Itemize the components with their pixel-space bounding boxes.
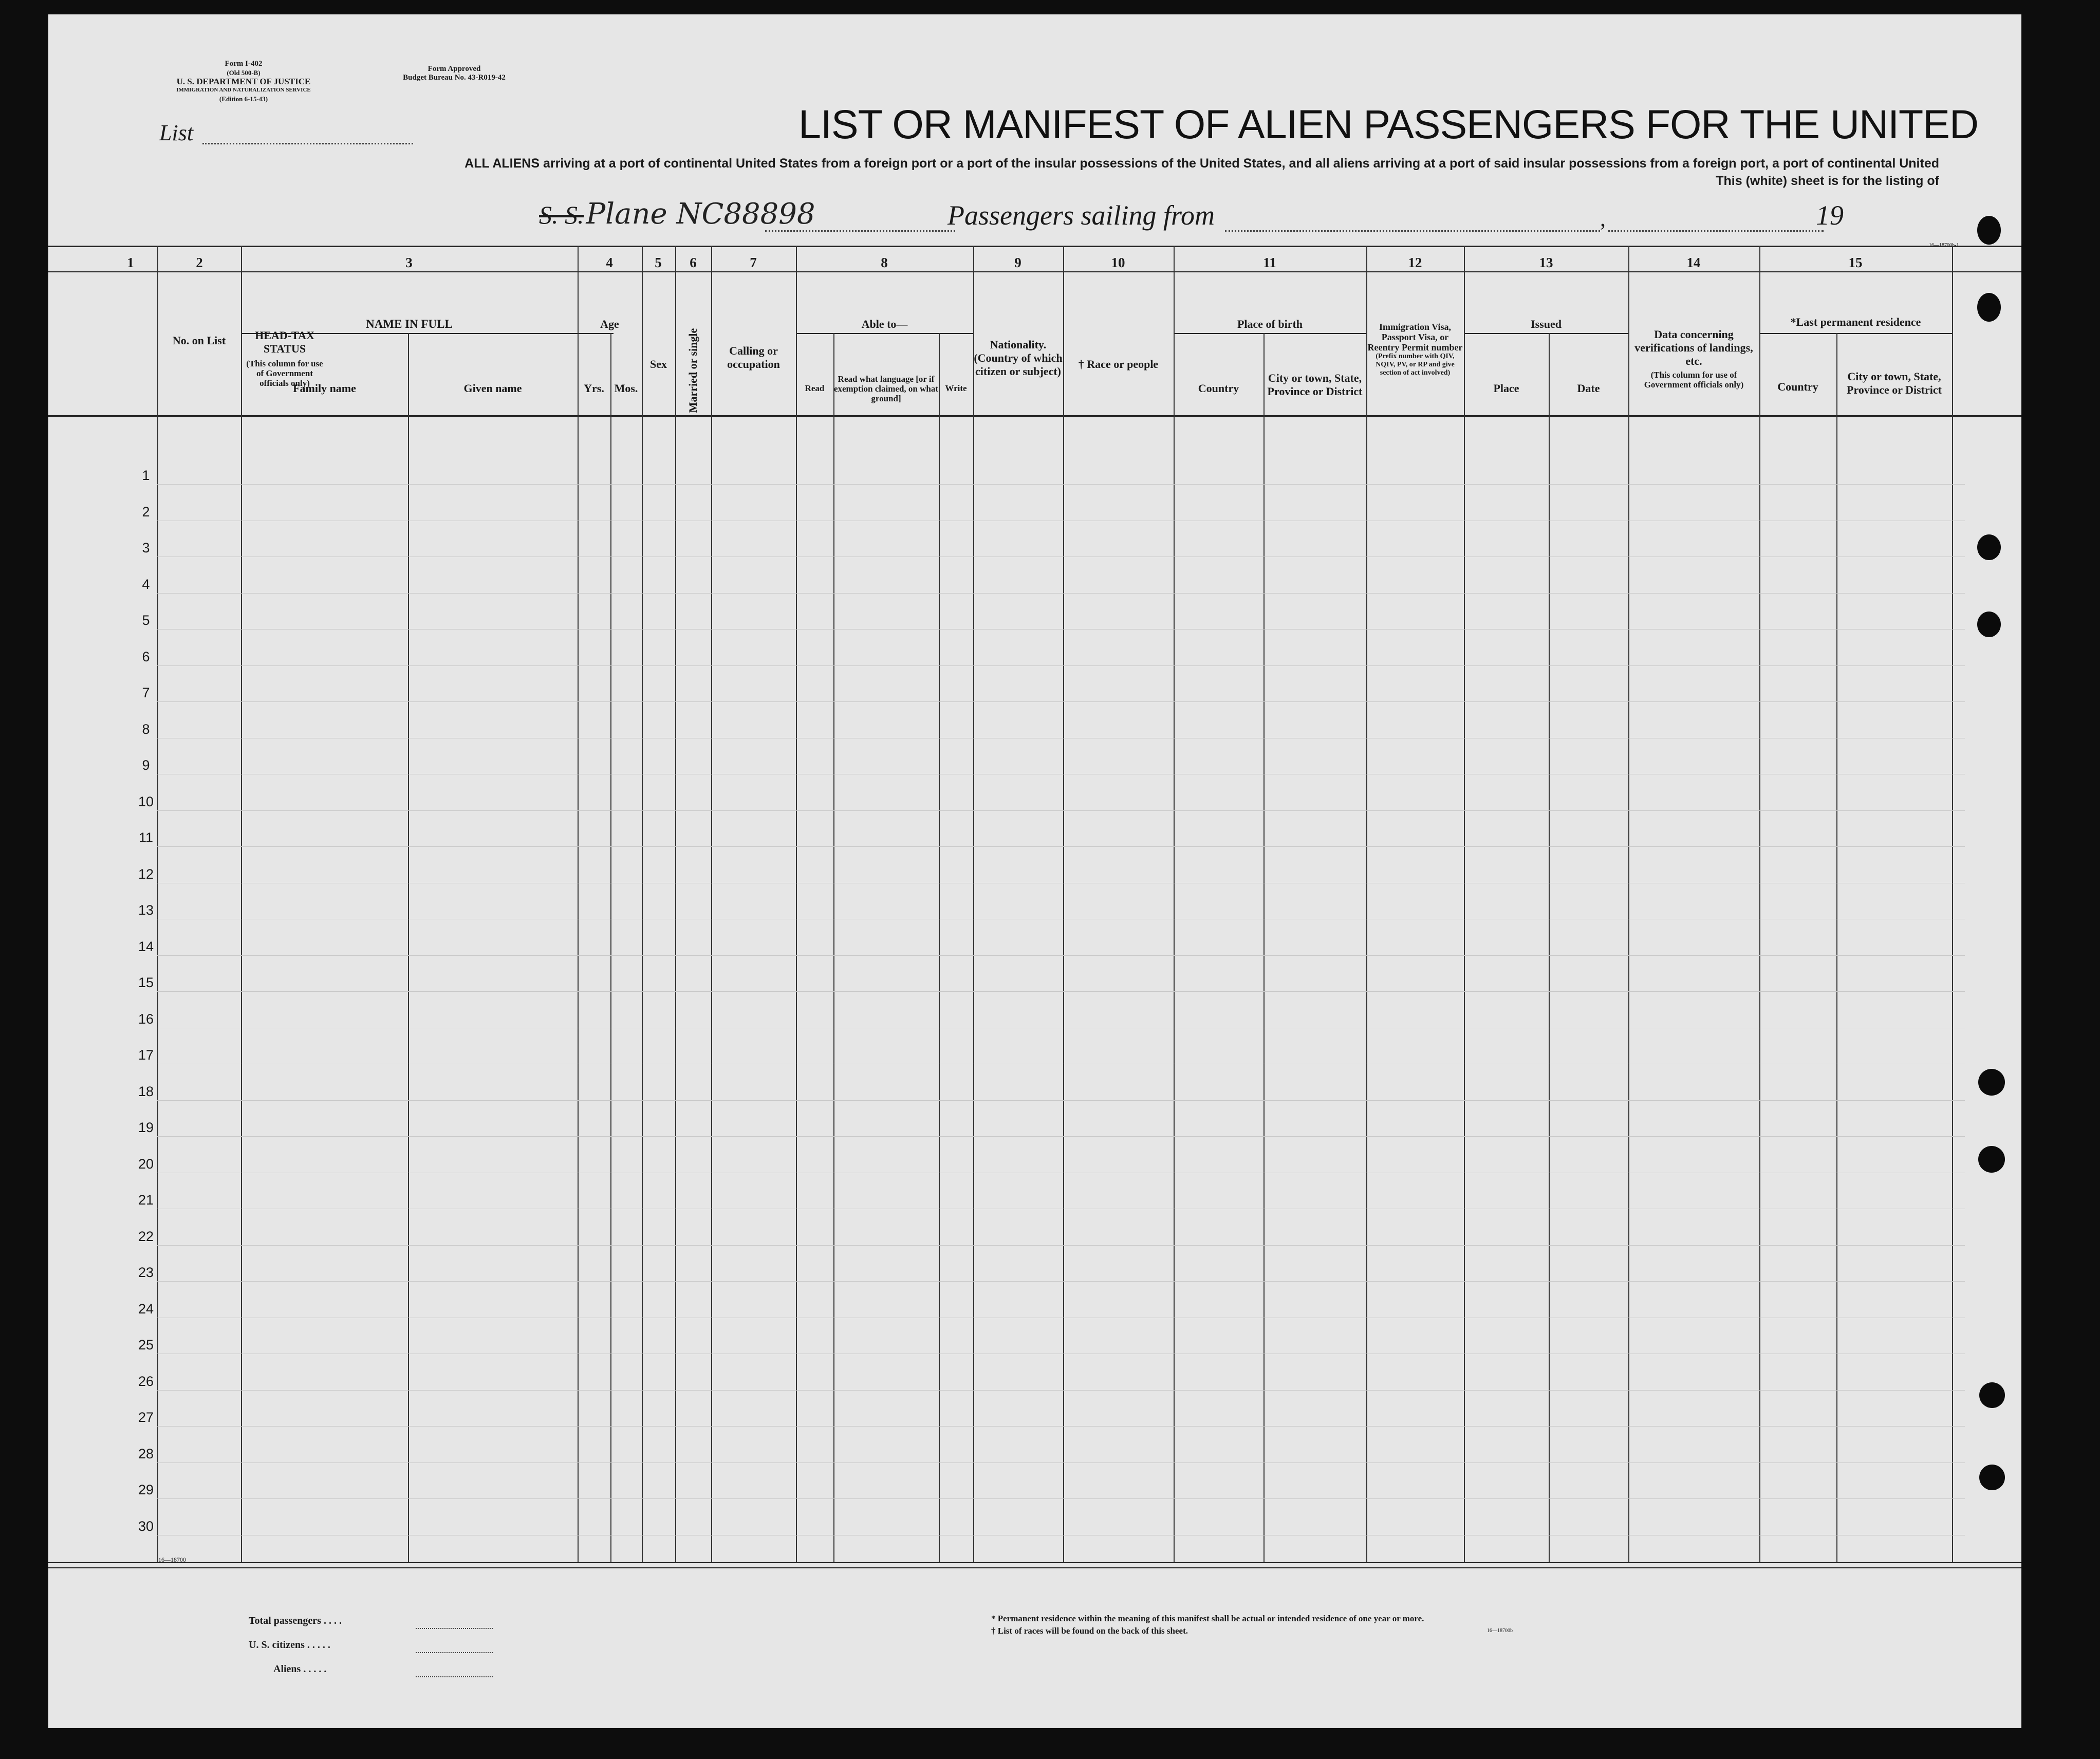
colnum-5: 5 <box>655 255 662 270</box>
hd-able-to: Able to— <box>861 318 908 330</box>
row-number: 29 <box>138 1482 154 1497</box>
list-field <box>202 143 413 144</box>
hd-res-city: City or town, State, Province or District <box>1847 370 1942 396</box>
edition: (Edition 6-15-43) <box>219 95 268 103</box>
hd-birth-city: City or town, State, Province or District <box>1267 372 1363 398</box>
subtitle-line-1: ALL ALIENS arriving at a port of continental United States from a foreign port or a port of the insular possessions of the United States, and all aliens arriving at a port of said insular possessions from a foreign port, a port of continental United <box>464 156 1939 171</box>
col-line-15a <box>1836 333 1837 1562</box>
budget-bureau: Budget Bureau No. 43-R019-42 <box>403 73 506 82</box>
binding-hole-3 <box>1977 534 2001 560</box>
row-number: 18 <box>138 1083 154 1099</box>
col-line-5 <box>675 246 676 1562</box>
table-bottom-rule-2 <box>48 1567 2021 1568</box>
printer-code-left: 16—18700 <box>158 1556 186 1563</box>
col-line-3a <box>408 333 409 1562</box>
footnote-races: † List of races will be found on the back of this sheet. <box>991 1626 1188 1636</box>
row-rule <box>157 1462 1965 1463</box>
binding-hole-6 <box>1978 1146 2005 1173</box>
row-number: 19 <box>138 1120 154 1135</box>
col-line-2 <box>241 246 242 1562</box>
total-passengers-field[interactable] <box>416 1628 493 1629</box>
residence-sub-rule <box>1759 333 1952 334</box>
col-line-4 <box>642 246 643 1562</box>
hd-read: Read <box>805 383 825 393</box>
colnum-rule <box>48 271 2021 272</box>
colnum-15: 15 <box>1848 255 1863 270</box>
hd-issued-place: Place <box>1493 382 1519 395</box>
hd-head-tax <box>244 329 326 388</box>
form-approved: Form Approved <box>428 65 481 73</box>
hd-data-landings <box>1628 328 1759 390</box>
row-rule <box>157 701 1965 702</box>
row-rule <box>157 955 1965 956</box>
aliens-label: Aliens . . . . . <box>273 1663 327 1675</box>
row-number: 22 <box>138 1228 154 1244</box>
hd-name-in-full: NAME IN FULL <box>366 318 453 330</box>
hd-visa-title: Immigration Visa, Passport Visa, or Reentry Permit number <box>1367 322 1463 353</box>
row-rule <box>157 1498 1965 1499</box>
row-rule <box>157 1136 1965 1137</box>
form-id-block <box>151 60 336 103</box>
form-old-number: (Old 500-B) <box>227 69 261 77</box>
comma: , <box>1600 206 1606 231</box>
hd-issued-date: Date <box>1577 382 1600 395</box>
binding-hole-5 <box>1978 1069 2005 1096</box>
col-line-14 <box>1759 246 1760 1562</box>
vessel-dotline <box>765 230 955 232</box>
hd-race: † Race or people <box>1078 358 1159 371</box>
row-number: 30 <box>138 1518 154 1534</box>
col-line-8a <box>833 333 834 1562</box>
row-number: 2 <box>142 504 150 520</box>
col-line-8 <box>973 246 974 1562</box>
row-rule <box>157 665 1965 666</box>
binding-hole-1 <box>1977 216 2001 245</box>
col-line-6 <box>711 246 712 1562</box>
row-number: 27 <box>138 1410 154 1425</box>
hd-no-on-list: No. on List <box>172 334 226 347</box>
vessel-line <box>539 197 815 231</box>
colnum-3: 3 <box>405 255 413 270</box>
binding-hole-8 <box>1979 1465 2005 1490</box>
vessel-handwritten: Plane NC88898 <box>586 197 815 231</box>
issued-sub-rule <box>1464 333 1628 334</box>
hd-sex: Sex <box>650 358 667 371</box>
colnum-7: 7 <box>750 255 757 270</box>
hd-read-language: Read what language [or if exemption claimed, on what ground] <box>833 374 939 403</box>
colnum-12: 12 <box>1408 255 1422 270</box>
sailing-from-label: Passengers sailing from <box>947 200 1215 231</box>
row-number: 6 <box>142 649 150 664</box>
colnum-11: 11 <box>1263 255 1276 270</box>
hd-visa <box>1366 322 1464 377</box>
approval-block <box>372 65 536 82</box>
hd-issued: Issued <box>1531 318 1562 330</box>
hd-age: Age <box>600 318 619 330</box>
hd-family-name: Family name <box>293 382 356 395</box>
col-line-15 <box>1952 246 1953 1562</box>
row-number: 14 <box>138 938 154 954</box>
colnum-1: 1 <box>127 255 134 270</box>
hd-res-country: Country <box>1777 380 1818 393</box>
row-number: 25 <box>138 1337 154 1353</box>
col-line-3 <box>578 246 579 1562</box>
page-title: LIST OR MANIFEST OF ALIEN PASSENGERS FOR THE UNITED <box>798 101 1979 147</box>
hd-head-tax-title: HEAD-TAX STATUS <box>255 329 314 355</box>
row-rule <box>157 1281 1965 1282</box>
col-line-11a <box>1263 333 1265 1562</box>
row-number: 11 <box>138 830 154 845</box>
binding-hole-7 <box>1979 1382 2005 1408</box>
colnum-13: 13 <box>1539 255 1553 270</box>
row-number: 7 <box>142 685 150 700</box>
colnum-2: 2 <box>196 255 203 270</box>
row-rule <box>157 991 1965 992</box>
col-line-8b <box>939 333 940 1562</box>
colnum-8: 8 <box>881 255 888 270</box>
col-line-13a <box>1549 333 1550 1562</box>
colnum-6: 6 <box>690 255 697 270</box>
row-number: 8 <box>142 721 150 737</box>
date-field <box>1608 230 1824 232</box>
row-number: 28 <box>138 1446 154 1461</box>
row-number: 20 <box>138 1156 154 1172</box>
binding-hole-4 <box>1977 612 2001 637</box>
row-number: 12 <box>138 866 154 882</box>
hd-write: Write <box>945 383 967 393</box>
hd-mos: Mos. <box>614 382 638 395</box>
subtitle-line-2: This (white) sheet is for the listing of <box>1716 174 1939 188</box>
service: IMMIGRATION AND NATURALIZATION SERVICE <box>176 87 311 93</box>
col-line-13 <box>1628 246 1629 1562</box>
manifest-sheet <box>48 14 2021 1728</box>
printer-code-bottom: 16—18700b <box>1487 1628 1513 1634</box>
row-rule <box>157 846 1965 847</box>
colnum-4: 4 <box>606 255 613 270</box>
department: U. S. DEPARTMENT OF JUSTICE <box>176 77 311 86</box>
row-rule <box>157 1390 1965 1391</box>
row-number: 17 <box>138 1047 154 1063</box>
col-line-12 <box>1464 246 1465 1562</box>
row-rule <box>157 484 1965 485</box>
col-line-11 <box>1366 246 1367 1562</box>
us-citizens-label: U. S. citizens . . . . . <box>249 1639 330 1651</box>
row-number: 15 <box>138 975 154 990</box>
row-rule <box>157 1245 1965 1246</box>
row-number: 5 <box>142 613 150 628</box>
hd-nationality: Nationality. (Country of which citizen or subject) <box>974 338 1063 378</box>
year-label: 19 <box>1816 200 1844 231</box>
table-top-rule <box>48 246 2021 247</box>
row-number: 1 <box>142 468 150 483</box>
hd-data-landings-title: Data concerning verifications of landings, etc. <box>1634 328 1753 367</box>
aliens-field[interactable] <box>416 1676 493 1677</box>
hd-last-residence: *Last permanent residence <box>1790 316 1921 328</box>
row-number: 9 <box>142 757 150 773</box>
col-line-4a <box>610 333 611 1562</box>
able-sub-rule <box>796 333 973 334</box>
hd-data-landings-note: (This column for use of Government officials only) <box>1644 370 1744 390</box>
colnum-14: 14 <box>1686 255 1701 270</box>
row-number: 16 <box>138 1011 154 1027</box>
form-number: Form I-402 <box>225 60 263 68</box>
list-label: List <box>159 120 194 145</box>
row-rule <box>157 1100 1965 1101</box>
birth-sub-rule <box>1174 333 1366 334</box>
hd-head-tax-note: (This column for use of Government officials only) <box>246 359 323 388</box>
ss-label: S. S. <box>539 200 584 229</box>
footnote-residence: * Permanent residence within the meaning of this manifest shall be actual or intended residence of one year or more. <box>991 1614 1424 1623</box>
row-number: 3 <box>142 540 150 556</box>
row-rule <box>157 810 1965 811</box>
printer-code-top: 16—18700b-1 <box>1929 243 1959 248</box>
hd-yrs: Yrs. <box>584 382 604 395</box>
hd-calling: Calling or occupation <box>727 344 780 371</box>
header-bottom-rule <box>48 415 2021 417</box>
us-citizens-field[interactable] <box>416 1652 493 1653</box>
row-number: 10 <box>138 793 154 809</box>
hd-place-of-birth: Place of birth <box>1237 318 1303 330</box>
row-number: 21 <box>138 1192 154 1208</box>
row-number: 26 <box>138 1373 154 1389</box>
hd-given-name: Given name <box>463 382 522 395</box>
sailing-from-field <box>1225 230 1600 232</box>
hd-visa-note: (Prefix number with QIV, NQIV, PV, or RP and give section of act involved) <box>1376 353 1455 377</box>
table-bottom-rule <box>48 1562 2021 1563</box>
row-number: 13 <box>138 902 154 918</box>
total-passengers-label: Total passengers . . . . <box>249 1615 342 1626</box>
row-rule <box>157 593 1965 594</box>
binding-hole-2 <box>1977 293 2001 322</box>
row-number: 23 <box>138 1265 154 1280</box>
row-rule <box>157 1426 1965 1427</box>
hd-birth-country: Country <box>1198 382 1239 395</box>
colnum-9: 9 <box>1014 255 1021 270</box>
row-number: 24 <box>138 1301 154 1317</box>
col-line-10 <box>1174 246 1175 1562</box>
colnum-10: 10 <box>1111 255 1125 270</box>
row-number: 4 <box>142 576 150 592</box>
col-line-7 <box>796 246 797 1562</box>
col-line-9 <box>1063 246 1064 1562</box>
hd-married-single: Married or single <box>686 328 699 413</box>
